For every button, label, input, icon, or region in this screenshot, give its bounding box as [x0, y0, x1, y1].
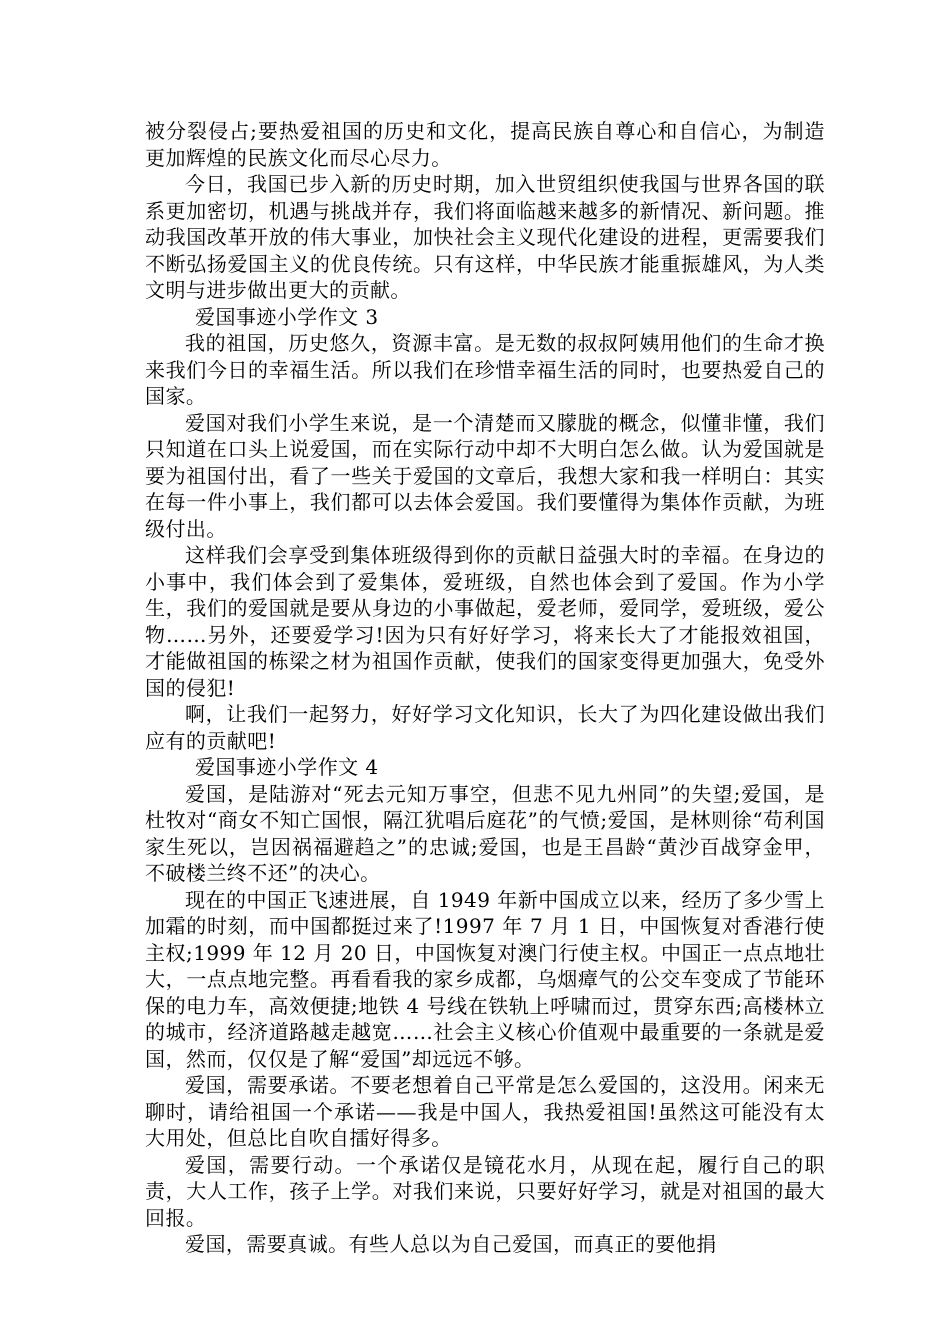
paragraph: 我的祖国，历史悠久，资源丰富。是无数的叔叔阿姨用他们的生命才换来我们今日的幸福生活。所以我们在珍惜幸福生活的同时，也要热爱自己的国家。	[145, 331, 825, 408]
paragraph: 爱国，需要承诺。不要老想着自己平常是怎么爱国的，这没用。闲来无聊时，请给祖国一个承诺——我是中国人，我热爱祖国!虽然这可能没有太大用处，但总比自吹自擂好得多。	[145, 1073, 825, 1150]
section-heading: 爱国事迹小学作文 3	[195, 304, 379, 329]
paragraph: 爱国，是陆游对“死去元知万事空，但悲不见九州同”的失望;爱国，是杜牧对“商女不知亡国恨，隔江犹唱后庭花”的气愤;爱国，是林则徐“苟利国家生死以，岂因祸福避趋之”的忠诚;爱国，也是王昌龄“黄沙百战穿金甲，不破楼兰终不还”的决心。	[145, 781, 825, 885]
paragraph: 爱国对我们小学生来说，是一个清楚而又朦胧的概念，似懂非懂，我们只知道在口头上说爱国，而在实际行动中却不大明白怎么做。认为爱国就是要为祖国付出，看了一些关于爱国的文章后，我想大家和我一样明白：其实在每一件小事上，我们都可以去体会爱国。我们要懂得为集体作贡献，为班级付出。	[145, 410, 825, 541]
document-body	[145, 118, 825, 1258]
paragraph: 啊，让我们一起努力，好好学习文化知识，长大了为四化建设做出我们应有的贡献吧!	[145, 702, 825, 753]
paragraph: 爱国，需要真诚。有些人总以为自己爱国，而真正的要他捐	[185, 1232, 717, 1256]
section-heading: 爱国事迹小学作文 4	[195, 755, 379, 779]
paragraph: 这样我们会享受到集体班级得到你的贡献日益强大时的幸福。在身边的小事中，我们体会到了爱集体，爱班级，自然也体会到了爱国。作为小学生，我们的爱国就是要从身边的小事做起，爱老师，爱同学，爱班级，爱公物……另外，还要爱学习!因为只有好好学习，将来长大了才能报效祖国，才能做祖国的栋梁之材为祖国作贡献，使我们的国家变得更加强大，免受外国的侵犯!	[145, 543, 825, 700]
paragraph: 爱国，需要行动。一个承诺仅是镜花水月，从现在起，履行自己的职责，大人工作，孩子上学。对我们来说，只要好好学习，就是对祖国的最大回报。	[145, 1152, 825, 1230]
paragraph: 现在的中国正飞速进展，自 1949 年新中国成立以来，经历了多少雪上加霜的时刻，而中国都挺过来了!1997 年 7 月 1 日，中国恢复对香港行使主权;1999 年 12 月 20 日，中国恢复对澳门行使主权。中国正一点点地壮大，一点点地完整。再看看我的家乡成都，乌烟瘴气的公交车变成了节能环保的电力车，高效便捷;地铁 4 号线在铁轨上呼啸而过，贯穿东西;高楼林立的城市，经济道路越走越宽……社会主义核心价值观中最重要的一条就是爱国，然而，仅仅是了解“爱国”却远远不够。	[145, 887, 825, 1071]
paragraph: 今日，我国已步入新的历史时期，加入世贸组织使我国与世界各国的联系更加密切，机遇与挑战并存，我们将面临越来越多的新情况、新问题。推动我国改革开放的伟大事业，加快社会主义现代化建设的进程，更需要我们不断弘扬爱国主义的优良传统。只有这样，中华民族才能重振雄风，为人类文明与进步做出更大的贡献。	[145, 172, 825, 302]
paragraph-continued: 被分裂侵占;要热爱祖国的历史和文化，提高民族自尊心和自信心，为制造更加辉煌的民族文化而尽心尽力。	[145, 119, 825, 170]
